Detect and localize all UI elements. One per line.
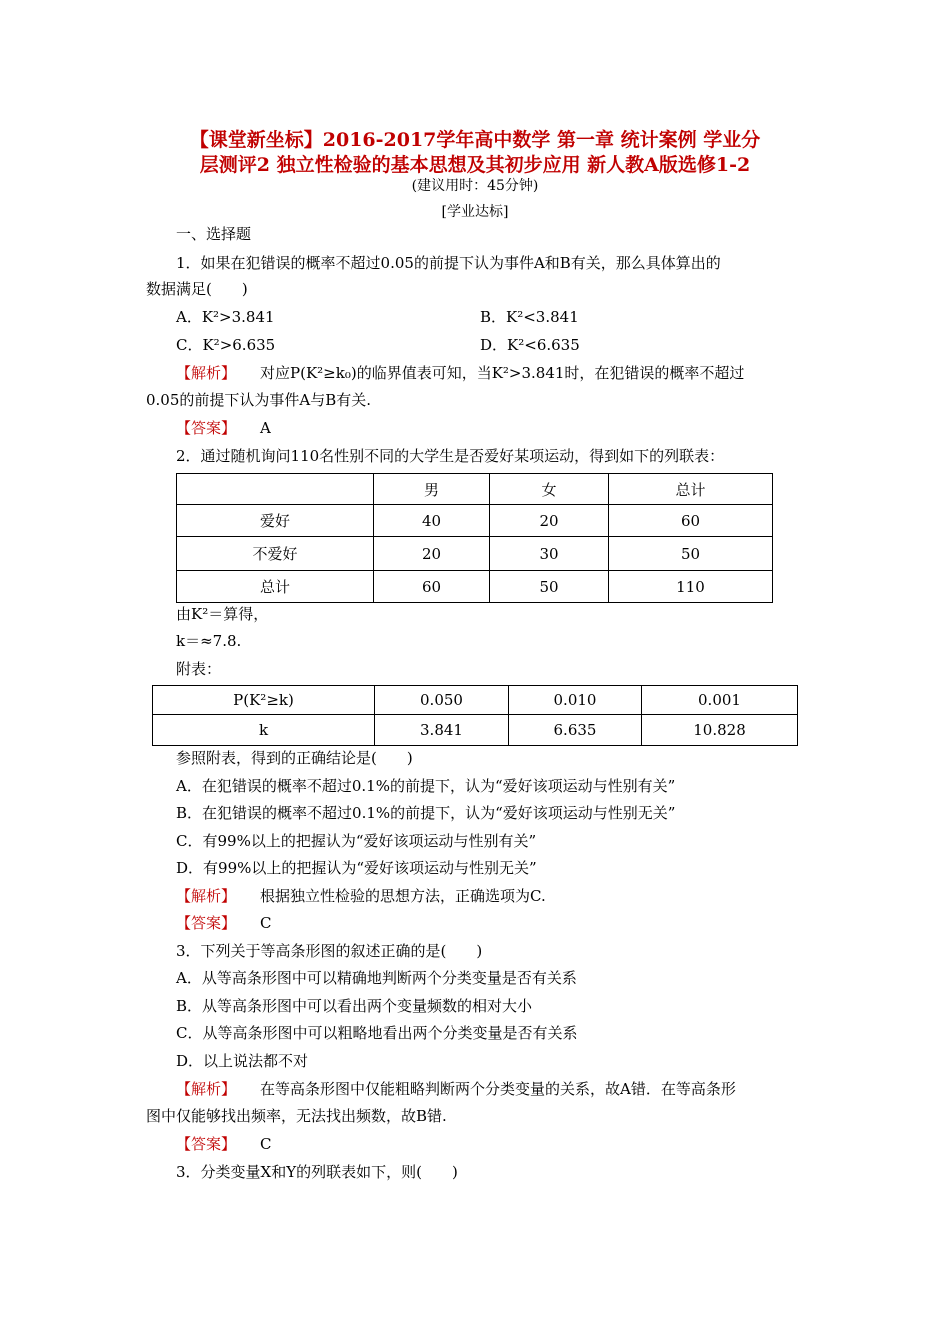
table-row (177, 571, 773, 603)
q3-option-d: D．以上说法都不对 (176, 1052, 309, 1070)
time-hint: (建议用时：45分钟) (411, 178, 539, 194)
q1-analysis-text: 对应P(K²≥k₀)的临界值表可知，当K²>3.841时，在犯错误的概率不超过 (260, 364, 745, 382)
q2-calc-line-1: 由K²＝算得， (176, 605, 269, 623)
table-cell: 60 (374, 571, 490, 603)
q1-stem-line-2: 数据满足( ) (146, 280, 248, 298)
table-cell: 爱好 (177, 505, 374, 537)
table-cell: 50 (490, 571, 609, 603)
answer-label: 【答案】 (176, 1135, 237, 1153)
table-header-cell: 女 (490, 474, 609, 505)
table-cell: 110 (609, 571, 773, 603)
q3-analysis-text: 在等高条形图中仅能粗略判断两个分类变量的关系，故A错．在等高条形 (260, 1080, 736, 1098)
q2-option-d: D．有99%以上的把握认为“爱好该项运动与性别无关” (176, 859, 537, 877)
table-row (177, 537, 773, 571)
table-cell: 40 (374, 505, 490, 537)
q2-stem: 2．通过随机询问110名性别不同的大学生是否爱好某项运动，得到如下的列联表： (176, 447, 725, 465)
table-cell: 6.635 (509, 715, 642, 746)
q1-option-b: B．K²<3.841 (480, 308, 579, 326)
table-cell: 20 (374, 537, 490, 571)
table-cell: 10.828 (642, 715, 798, 746)
table-cell: 0.050 (375, 686, 509, 715)
q1-option-c: C．K²>6.635 (176, 336, 276, 354)
q3-stem: 3．下列关于等高条形图的叙述正确的是( ) (176, 942, 483, 960)
table-cell: 50 (609, 537, 773, 571)
table-header-cell (177, 474, 374, 505)
title-line-2: 层测评2 独立性检验的基本思想及其初步应用 新人教A版选修1-2 (199, 154, 751, 176)
analysis-label: 【解析】 (176, 887, 237, 905)
answer-label: 【答案】 (176, 419, 237, 437)
table-cell: P(K²≥k) (153, 686, 375, 715)
q3-option-b: B．从等高条形图中可以看出两个变量频数的相对大小 (176, 997, 533, 1015)
q3-analysis (176, 1079, 736, 1099)
title-line-1: 【课堂新坐标】2016-2017学年高中数学 第一章 统计案例 学业分 (189, 129, 761, 151)
q1-answer-value: A (260, 419, 271, 437)
table-cell: 20 (490, 505, 609, 537)
q3-option-c: C．从等高条形图中可以粗略地看出两个分类变量是否有关系 (176, 1024, 578, 1042)
table-row (153, 715, 798, 746)
analysis-label: 【解析】 (176, 364, 237, 382)
q2-answer (176, 913, 272, 933)
table-row (153, 686, 798, 715)
table-header-row (177, 474, 773, 505)
q2-option-c: C．有99%以上的把握认为“爱好该项运动与性别有关” (176, 832, 537, 850)
q3-option-a: A．从等高条形图中可以精确地判断两个分类变量是否有关系 (176, 969, 577, 987)
q2-answer-value: C (260, 914, 272, 932)
analysis-label: 【解析】 (176, 1080, 237, 1098)
q1-analysis (176, 363, 744, 383)
q2-option-a: A．在犯错误的概率不超过0.1%的前提下，认为“爱好该项运动与性别有关” (176, 777, 676, 795)
q1-option-d: D．K²<6.635 (480, 336, 580, 354)
q1-analysis-line-2: 0.05的前提下认为事件A与B有关. (146, 391, 372, 409)
table-cell: 不爱好 (177, 537, 374, 571)
q2-appendix-label: 附表： (176, 660, 222, 678)
q4-stem: 3．分类变量X和Y的列联表如下，则( ) (176, 1163, 458, 1181)
table-cell: 60 (609, 505, 773, 537)
answer-label: 【答案】 (176, 914, 237, 932)
q1-option-a: A．K²>3.841 (176, 308, 275, 326)
part-heading: 一、选择题 (176, 225, 252, 243)
table-cell: 总计 (177, 571, 374, 603)
q2-analysis-text: 根据独立性检验的思想方法，正确选项为C. (260, 887, 546, 905)
q3-answer-value: C (260, 1135, 272, 1153)
table-cell: 0.001 (642, 686, 798, 715)
table-header-cell: 男 (374, 474, 490, 505)
q2-option-b: B．在犯错误的概率不超过0.1%的前提下，认为“爱好该项运动与性别无关” (176, 804, 676, 822)
q2-prompt: 参照附表，得到的正确结论是( ) (176, 749, 413, 767)
q3-analysis-line-2: 图中仅能够找出频率，无法找出频数，故B错. (146, 1107, 447, 1125)
table-row (177, 505, 773, 537)
document-title (120, 128, 830, 178)
section-heading: [学业达标] (441, 204, 509, 220)
table-cell: 30 (490, 537, 609, 571)
q1-stem-line-1: 1．如果在犯错误的概率不超过0.05的前提下认为事件A和B有关，那么具体算出的 (176, 254, 721, 272)
critical-value-table (152, 685, 798, 746)
table-header-cell: 总计 (609, 474, 773, 505)
table-cell: k (153, 715, 375, 746)
table-cell: 0.010 (509, 686, 642, 715)
q2-analysis (176, 886, 546, 906)
table-cell: 3.841 (375, 715, 509, 746)
contingency-table (176, 473, 773, 603)
q1-answer (176, 418, 271, 438)
q3-answer (176, 1134, 272, 1154)
q2-calc-line-2: k＝≈7.8. (176, 632, 242, 650)
